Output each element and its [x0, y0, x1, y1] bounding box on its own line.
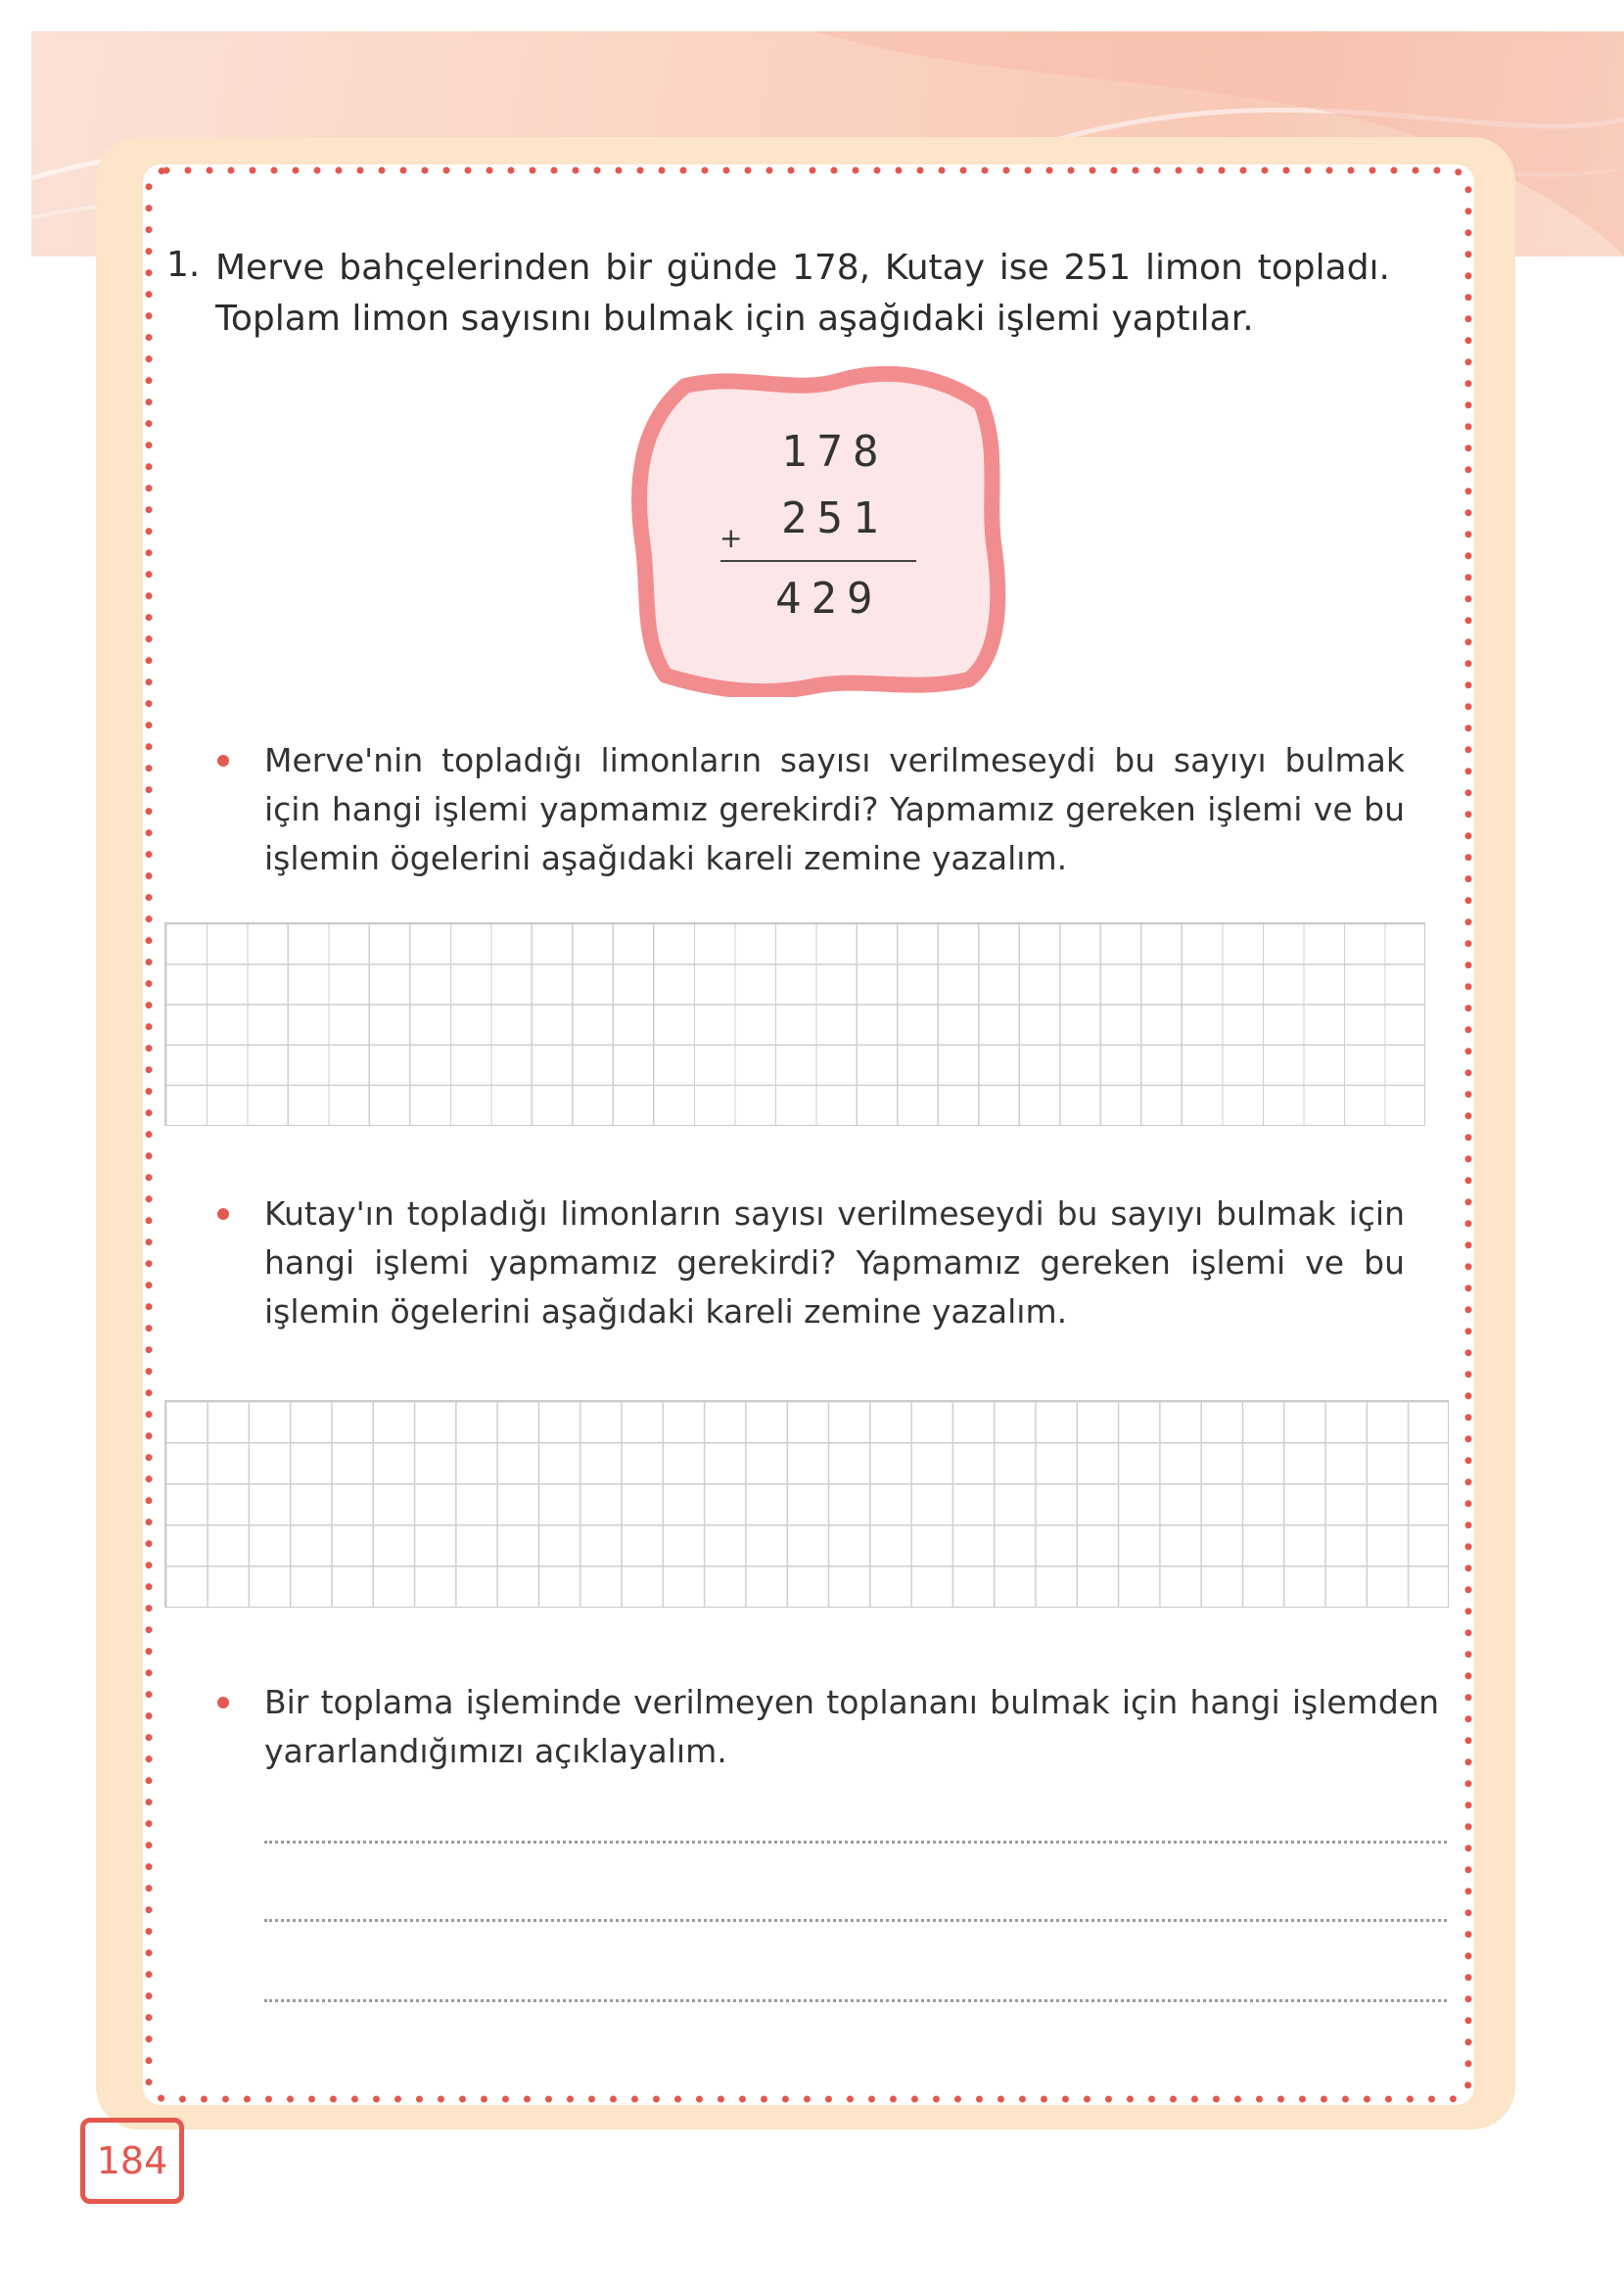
bullet-dot — [217, 1697, 229, 1708]
page-number: 184 — [80, 2118, 184, 2204]
addend-one: 178 — [781, 427, 889, 477]
bullet-dot — [217, 1208, 229, 1220]
answer-line[interactable] — [264, 1919, 1447, 1922]
answer-line[interactable] — [264, 1841, 1447, 1844]
question-text: Merve bahçelerinden bir günde 178, Kutay ise 251 limon topladı. Toplam limon sayısını bulmak için aşağıdaki işlemi yaptılar. — [215, 248, 1390, 339]
prompt-merve: Merve'nin topladığı limonların sayısı verilmeseydi bu sayıyı bulmak için hangi işlemi yapmamız gerekirdi? Yapmamız gereken işlemi ve bu işlemin ögelerini aşağıdaki kareli zemine yazalım. — [264, 741, 1405, 877]
answer-grid-merve[interactable] — [164, 922, 1425, 1126]
prompt-kutay: Kutay'ın topladığı limonların sayısı verilmeseydi bu sayıyı bulmak için hangi işlemi yapmamız gerekirdi? Yapmamız gereken işlemi ve bu işlemin ögelerini aşağıdaki kareli zemine yazalım. — [264, 1194, 1405, 1331]
answer-grid-kutay[interactable] — [164, 1400, 1449, 1608]
answer-line[interactable] — [264, 1999, 1447, 2002]
question-number: 1. — [166, 245, 201, 285]
plus-sign: + — [719, 522, 743, 554]
bullet-dot — [217, 755, 229, 767]
sum-result: 429 — [775, 574, 883, 624]
prompt-explain: Bir toplama işleminde verilmeyen toplananı bulmak için hangi işlemden yararlandığımızı açıklayalım. — [264, 1683, 1439, 1770]
addend-two: 251 — [781, 493, 889, 543]
sum-line — [720, 560, 916, 562]
